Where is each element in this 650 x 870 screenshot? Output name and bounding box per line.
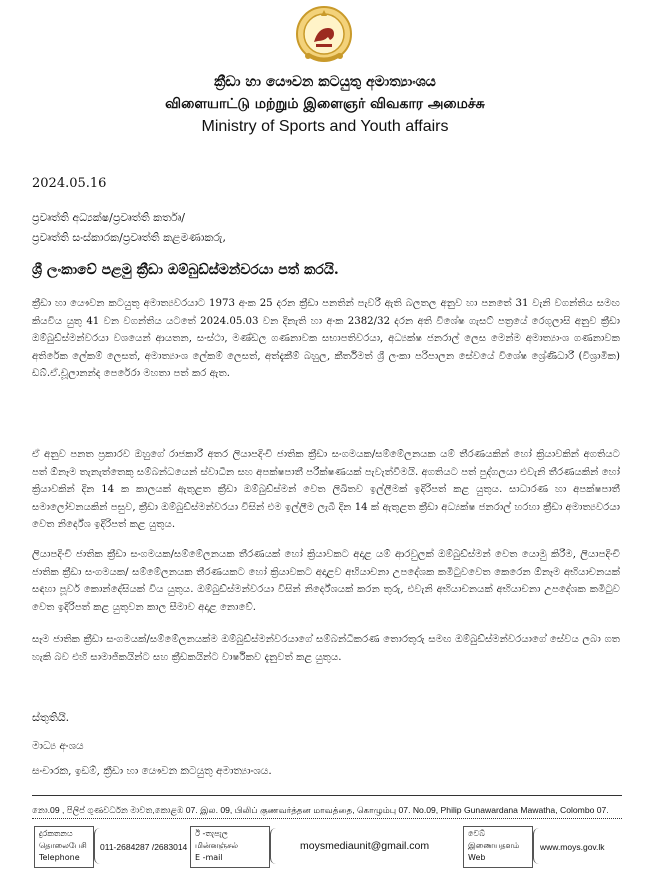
footer-address: නො.09 , පිලිප් ගුණවර්ධන මාවත,කොළඹ 07. இல. 09, பிலிப் குணவர்த்தன மாவத்தை, கொழும்பு 07. No.09, Philip Gunawardana Mawatha, Colombo 07. (32, 805, 609, 815)
telephone-value[interactable]: 011-2684287 /2683014 (100, 842, 188, 852)
ministry-name-english: Ministry of Sports and Youth affairs (201, 118, 449, 135)
signature-ministry: සංචාරක, ඉඩම්, ක්‍රීඩා හා යෞවන කටයුතු අමාත්‍යාංශය. (32, 765, 272, 777)
email-label-ta: மின்னஞ்சல் (195, 841, 239, 850)
web-label-box (463, 826, 533, 868)
body-paragraph-3: ලියාපදිංචි ජාතික ක්‍රීඩා සංගමයක/සම්මේලනයක තීරණයක් හෝ ක්‍රියාවකට අදාළ යම් ආරවුලක් ඔම්බුඩ්ස්මන් වෙත යොමු කිරීම, ලියාපදිංචි ජාතික ක්‍රීඩා සංගමයක/ සම්මේලනයක තීරණයකට හෝ ක්‍රියාවකට අදාළව අභියාචනා උපදේශක කමිටුවවෙත කෙරෙන ඕනෑම අභියාචනයක් සඳහා පූර්ව කොන්දේසියක් විය යුතුය. ඔම්බුඩ්ස්මන්වරයා විසින් නිර්දේශයක් කරන තුරු, එවැනි අභියාචනයක් අභියාචනා උපදේශක කමිටුව වෙත ඉදිරිපත් කළ යුතුවන කාල සීමාව අදාළ නොවේ. (32, 549, 620, 613)
email-label-en: E -mail (195, 853, 223, 862)
telephone-label-box (34, 826, 94, 868)
web-label-ta: இணையதளம் (468, 841, 520, 850)
web-label-en: Web (468, 853, 486, 862)
web-label-si: වෙබ් (468, 829, 485, 838)
email-label-box (190, 826, 270, 868)
closing-thanks: ස්තුතියි. (32, 711, 70, 724)
press-release-title: ශ්‍රී ලංකාවේ පළමු ක්‍රීඩා ඔම්බුඩ්ස්මන්වරයා පත් කරයි. (32, 262, 339, 278)
ministry-name-tamil: விளையாட்டு மற்றும் இளைஞர் விவகார அமைச்சு (165, 96, 485, 112)
telephone-label-en: Telephone (39, 853, 80, 862)
telephone-label-si: දුරකතනය (39, 829, 73, 838)
signature-department: මාධ්‍ය අංශය (32, 740, 84, 752)
addressee-line-1: ප්‍රවෘත්ති අධ්‍යක්ෂ/ප්‍රවෘත්ති කර්තෘ/ (32, 211, 185, 224)
letter-date: 2024.05.16 (32, 176, 107, 191)
footer-divider (32, 795, 622, 796)
footer-divider-dotted (32, 818, 622, 819)
body-paragraph-1: ක්‍රීඩා හා යෞවන කටයුතු අමාත්‍යවරයාට 1973 අංක 25 දරන ක්‍රීඩා පනතින් පැවරී ඇති බලතල අනුව හා පනතේ 31 වැනි වගන්තිය සමඟ කියවිය යුතු 41 වන වගන්තිය යටතේ 2024.05.03 වන දිනැති හා අංක 2382/32 දරන අති විශේෂ ගැසට් පත්‍රයේ රෙගුලාසි අනුව ක්‍රීඩා ඔම්බුඩ්ස්මන්වරයා වශයෙන් ආයතන, සංස්ථා, මණ්ඩල ගණනාවක සභාපතිවරයා, අධ්‍යක්ෂ ජනරාල් ලෙස මෙන්ම අමාත්‍යාංශ ගණනාවක අතිරේක ලේකම් ලෙසත්, අමාත්‍යාංශ ලේකම් ලෙසත්, අත්දැකීම් බහුල, කීර්තිමත් ශ්‍රී ලංකා පරිපාලන සේවයේ විශේෂ ශ්‍රේණිධාරී (විශ්‍රාමික) ඩබ්.ඒ.චූලානන්ද පෙරේරා මහතා පත් කර ඇත. (32, 298, 620, 380)
addressee-line-2: ප්‍රවෘත්ති සංස්කාරක/ප්‍රවෘත්ති කළමණාකරු, (32, 231, 226, 244)
telephone-label-ta: தொலைபேசி (39, 841, 87, 850)
sri-lanka-emblem-icon (294, 4, 354, 68)
body-paragraph-2: ඒ අනුව පනත ප්‍රකාරව ඔහුගේ රාජකාරී අතර ලියාපදිංචි ජාතික ක්‍රීඩා සංගමයක/සම්මේලනයක යම් තීරණයකින් හෝ ක්‍රියාවකින් අගතියට පත් ඕනෑම තැනැත්තෙකු සම්බන්ධයෙන් ස්වාධීන සහ අපක්ෂපාතී පරීක්ෂණයක් පැවැත්වීමයි. අගතියට පත් පුද්ගලයා එවැනි තීරණයකින් හෝ ක්‍රියාවකින් දින 14 ක කාලයක් ඇතුළත ක්‍රීඩා ඔම්බුඩ්ස්මන් වෙත ලිඛිතව ඉල්ලීමක් ඉදිරිපත් කළ යුතුය. සාධාරණ හා අපක්ෂපාතී සමාලෝචනයකින් පසුව, ක්‍රීඩා ඔම්බුඩ්ස්මන්වරයා විසින් එම ඉල්ලීම ලැබී දින 14 ක් ඇතුළත ක්‍රීඩා අධ්‍යක්ෂ ජනරාල් හරහා ක්‍රීඩා අමාත්‍යවරයා වෙත නිර්දේශ ඉදිරිපත් කළ යුතුය. (32, 449, 620, 531)
email-link[interactable]: moysmediaunit@gmail.com (300, 840, 430, 852)
email-brace (270, 828, 279, 864)
body-paragraph-4: සෑම ජාතික ක්‍රීඩා සංගමයක්/සම්මේලනයක්ම ඔම්බුඩ්ස්මන්වරයාගේ සම්බන්ධීකරණ තොරතුරු සමඟ ඔම්බුඩ්ස්මන්වරයාගේ සේවය ලබා ගත හැකි බව එහි සාමාජිකයින්ට සහ ක්‍රීඩකයින්ට වාර්ෂිකව දැනුවත් කළ යුතුය. (32, 634, 620, 663)
email-label-si: ඊ -තැපැල (195, 829, 228, 838)
ministry-name-sinhala: ක්‍රීඩා හා යෞවන කටයුතු අමාත්‍යාංශය (214, 74, 436, 90)
website-link[interactable]: www.moys.gov.lk (540, 842, 605, 852)
